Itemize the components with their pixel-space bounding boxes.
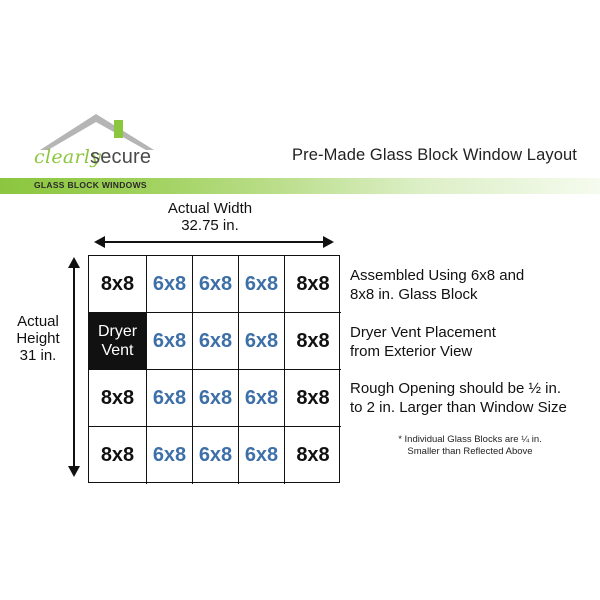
width-value-text: 32.75 in. — [181, 217, 239, 234]
width-arrow — [94, 236, 334, 248]
height-dimension-label — [2, 313, 74, 364]
logo-word-clearly: clearly — [34, 146, 102, 168]
height-arrow — [68, 257, 80, 477]
height-label-line2: Height — [16, 330, 60, 347]
block-6x8-cell: 6x8 — [239, 427, 285, 484]
note-rough-opening — [350, 379, 600, 417]
block-8x8-cell: 8x8 — [89, 427, 147, 484]
block-8x8-cell: 8x8 — [89, 256, 147, 313]
width-dimension-label — [150, 200, 270, 234]
block-8x8-cell: 8x8 — [296, 444, 330, 466]
footnote-line1: * Individual Glass Blocks are ¼ in. — [398, 434, 542, 445]
note-rough-line2: to 2 in. Larger than Window Size — [350, 399, 567, 416]
logo-word-secure: secure — [90, 146, 152, 168]
note-assembled-line1: Assembled Using 6x8 and — [350, 267, 525, 284]
block-8x8-cell: 8x8 — [285, 370, 341, 427]
block-6x8-cell: 6x8 — [147, 370, 193, 427]
dryer-vent-cell: Dryer Vent — [89, 313, 147, 370]
block-6x8-cell: 6x8 — [147, 256, 193, 313]
page-title: Pre-Made Glass Block Window Layout — [292, 146, 577, 164]
width-label-text: Actual Width — [167, 200, 253, 217]
footnote — [350, 434, 590, 458]
block-6x8-cell: 6x8 — [239, 313, 285, 370]
note-dryer-line2: from Exterior View — [350, 343, 473, 360]
height-label-line3: 31 in. — [19, 347, 57, 364]
block-6x8-cell: 6x8 — [193, 427, 239, 484]
chimney-shape — [114, 120, 123, 138]
note-assembled-line2: 8x8 in. Glass Block — [350, 286, 478, 303]
block-6x8-cell: 6x8 — [147, 313, 193, 370]
block-6x8-cell: 6x8 — [239, 256, 285, 313]
note-assembled — [350, 266, 600, 304]
note-dryer-line1: Dryer Vent Placement — [350, 324, 496, 341]
block-8x8-cell: 8x8 — [285, 313, 341, 370]
block-6x8-cell: 6x8 — [239, 370, 285, 427]
glass-block-grid — [88, 255, 340, 483]
note-dryer-vent — [350, 323, 600, 361]
block-8x8-cell: 8x8 — [89, 370, 147, 427]
note-rough-line1: Rough Opening should be ½ in. — [350, 380, 561, 397]
height-label-line1: Actual — [17, 313, 59, 330]
block-8x8-cell: 8x8 — [285, 256, 341, 313]
roof-shape — [40, 114, 154, 150]
block-6x8-cell: 6x8 — [193, 370, 239, 427]
block-6x8-cell: 6x8 — [193, 313, 239, 370]
block-6x8-cell: 6x8 — [147, 427, 193, 484]
block-6x8-cell: 6x8 — [193, 256, 239, 313]
logo-tagline: GLASS BLOCK WINDOWS — [34, 180, 147, 190]
footnote-line2: Smaller than Reflected Above — [407, 446, 533, 457]
